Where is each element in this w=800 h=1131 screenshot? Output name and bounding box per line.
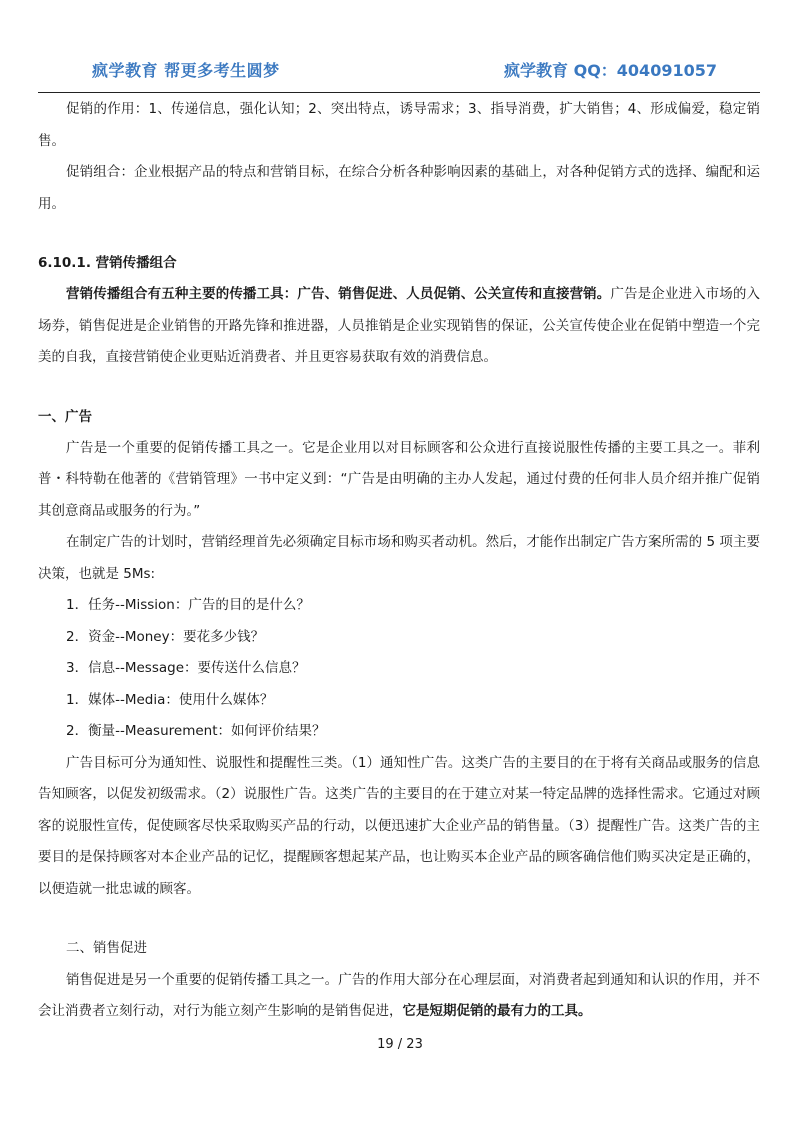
list-item: 3．信息--Message：要传送什么信息？	[66, 660, 306, 676]
paragraph-text: 销售促进是另一个重要的促销传播工具之一。广告的作用大部分在心理层面，对消费者起到通知和认识的作用，并不会让消费者立刻行动，对行为能立刻产生影响的是销售促进，	[38, 971, 760, 1019]
fivems-list	[38, 590, 760, 748]
paragraph: 广告是一个重要的促销传播工具之一。它是企业用以对目标顾客和公众进行直接说服性传播的主要工具之一。菲利普・科特勒在他著的《营销管理》一书中定义到：“广告是由明确的主办人发起，通过付费的任何非人员介绍并推广促销其创意商品或服务的行为。”	[38, 439, 760, 519]
page-number: 19 / 23	[377, 1037, 423, 1052]
bold-text: 营销传播组合有五种主要的传播工具：广告、销售促进、人员促销、公关宣传和直接营销。	[66, 286, 611, 302]
list-item: 2．衡量--Measurement：如何评价结果？	[66, 723, 326, 739]
paragraph: 在制定广告的计划时，营销经理首先必须确定目标市场和购买者动机。然后，才能作出制定广告方案所需的 5 项主要决策，也就是 5Ms:	[38, 534, 760, 582]
page-header	[38, 0, 760, 93]
header-contact: 疯学教育 QQ：404091057	[504, 61, 717, 80]
section-heading: 一、广告	[38, 408, 92, 425]
header-slogan: 疯学教育 帮更多考生圆梦	[92, 61, 280, 80]
paragraph: 广告目标可分为通知性、说服性和提醒性三类。（1）通知性广告。这类广告的主要目的在于将有关商品或服务的信息告知顾客，以促发初级需求。（2）说服性广告。这类广告的主要目的在于建立对某一特定品牌的选择性需求。它通过对顾客的说服性宣传，促使顾客尽快采取购买产品的行动，以便迅速扩大企业产品的销售量。（3）提醒性广告。这类广告的主要目的是保持顾客对本企业产品的记忆，提醒顾客想起某产品，也让购买本企业产品的顾客确信他们购买决定是正确的，以便造就一批忠诚的顾客。	[38, 754, 760, 897]
paragraph	[38, 965, 760, 1028]
paragraph-text: 广告是企业进入市场的入场券，销售促进是企业销售的开路先锋和推进器，人员推销是企业实现销售的保证，公关宣传使企业在促销中塑造一个完美的自我，直接营销使企业更贴近消费者、并且更容易获取有效的消费信息。	[38, 286, 761, 365]
bold-text: 它是短期促销的最有力的工具。	[402, 1003, 592, 1019]
list-item: 1．媒体--Media：使用什么媒体？	[66, 691, 274, 708]
section-heading: 6.10.1. 营销传播组合	[38, 255, 177, 271]
section-heading: 二、销售促进	[66, 940, 147, 956]
paragraph: 促销的作用：1、传递信息，强化认知；2、突出特点，诱导需求；3、指导消费，扩大销售；4、形成偏爱，稳定销售。	[38, 101, 760, 149]
list-item: 1．任务--Mission：广告的目的是什么？	[66, 597, 310, 613]
list-item: 2．资金--Money：要花多少钱？	[66, 628, 265, 645]
document-body	[38, 94, 760, 1028]
paragraph	[38, 279, 760, 374]
paragraph: 促销组合：企业根据产品的特点和营销目标，在综合分析各种影响因素的基础上，对各种促销方式的选择、编配和运用。	[38, 164, 760, 212]
